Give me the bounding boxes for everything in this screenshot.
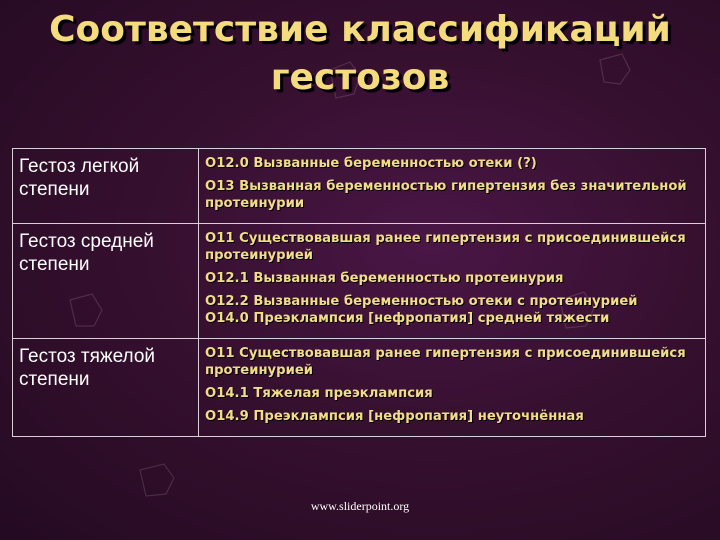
classification-table [12,148,706,437]
degree-cell-severe: Гестоз тяжелой степени [13,339,199,437]
code-item: О14.0 Преэклампсия [нефропатия] средней тяжести [205,311,610,326]
footer-url: www.sliderpoint.org [310,499,410,513]
code-item: О11 Существовавшая ранее гипертензия с присоединившейся протеинурией [205,231,686,263]
code-item: О12.2 Вызванные беременностью отеки с протеинурией [205,294,638,309]
code-item: О14.9 Преэклампсия [нефропатия] неуточнённая [205,409,584,424]
table-row [13,339,706,437]
table-row [13,224,706,339]
code-item: О12.1 Вызванная беременностью протеинурия [205,271,564,286]
code-item: О13 Вызванная беременностью гипертензия без значительной протеинурии [205,179,687,211]
slide-title: Соответствие классификаций гестозов [49,9,671,98]
code-item: О11 Существовавшая ранее гипертензия с присоединившейся протеинурией [205,346,686,378]
table-row [13,149,706,224]
codes-cell-severe [199,339,706,437]
degree-cell-moderate: Гестоз средней степени [13,224,199,339]
code-item: О14.1 Тяжелая преэклампсия [205,386,433,401]
degree-cell-mild: Гестоз легкой степени [13,149,199,224]
code-item: О12.0 Вызванные беременностью отеки (?) [205,156,537,171]
codes-cell-mild [199,149,706,224]
codes-cell-moderate [199,224,706,339]
